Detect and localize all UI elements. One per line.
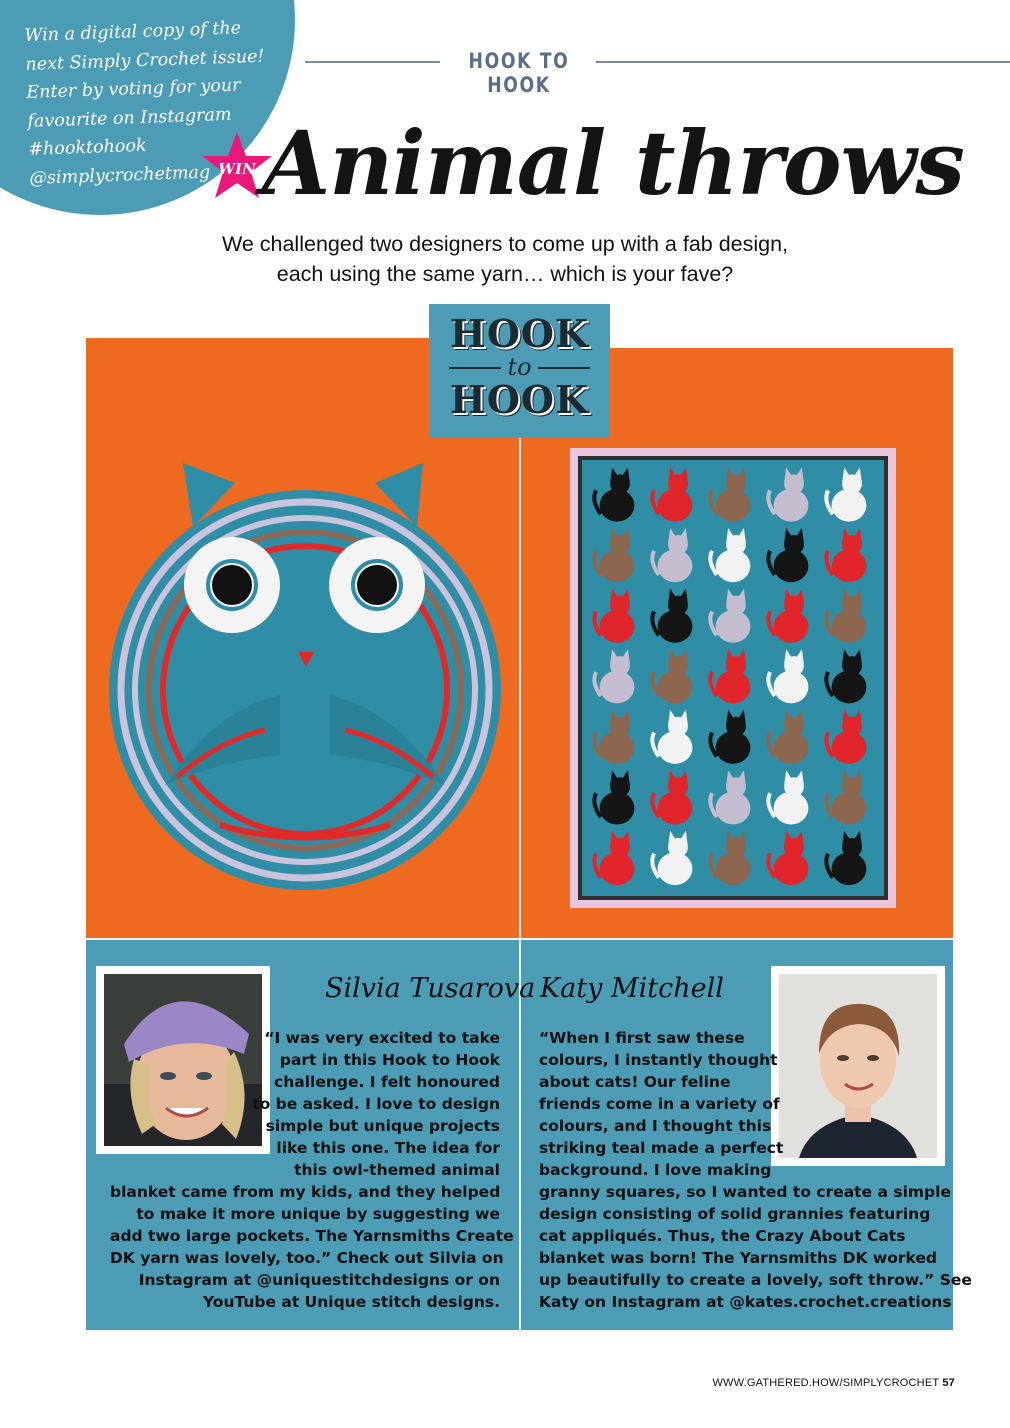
quote-line: colours, I instantly thought: [539, 1051, 778, 1069]
logo-bottom: HOOK: [449, 377, 590, 422]
quote-line: challenge. I felt honoured: [274, 1073, 500, 1091]
quote-line: add two large pockets. The Yarnsmiths Create: [110, 1227, 514, 1245]
cat-blanket-image: [570, 448, 896, 908]
win-label: WIN: [218, 160, 256, 178]
designer-name-katy: Katy Mitchell: [540, 973, 724, 1004]
competition-handle[interactable]: @simplycrochetmag: [29, 162, 211, 189]
page-number: 57: [942, 1377, 955, 1389]
katy-quote: [539, 1027, 972, 1313]
hook-to-hook-logo: [429, 304, 610, 438]
logo-middle: to: [429, 354, 610, 380]
quote-line: to be asked. I love to design: [252, 1095, 500, 1113]
competition-line: Win a digital copy of the: [24, 18, 242, 46]
quote-line: Katy on Instagram at @kates.crochet.creations: [539, 1293, 952, 1311]
quote-line: Instagram at @uniquestitchdesigns or on: [138, 1271, 500, 1289]
quote-line: up beautifully to create a lovely, soft throw.” See: [539, 1271, 972, 1289]
quote-line: “I was very excited to take: [264, 1029, 500, 1047]
quote-line: blanket came from my kids, and they helped: [110, 1183, 501, 1201]
quote-line: background. I love making: [539, 1161, 772, 1179]
quote-line: to make it more unique by suggesting we: [136, 1205, 500, 1223]
quote-line: about cats! Our feline: [539, 1073, 731, 1091]
standfirst-line: each using the same yarn… which is your fave?: [276, 262, 734, 286]
quote-line: colours, and I thought this: [539, 1117, 772, 1135]
page-title: Animal throws: [262, 111, 964, 215]
competition-line: Enter by voting for your: [26, 75, 241, 103]
quote-line: design consisting of solid grannies featuring: [539, 1205, 931, 1223]
standfirst-line: We challenged two designers to come up with a fab design,: [221, 232, 789, 256]
footer-url[interactable]: WWW.GATHERED.HOW/SIMPLYCROCHET: [712, 1377, 940, 1389]
quote-line: this owl-themed animal: [294, 1161, 500, 1179]
quote-line: DK yarn was lovely, too.” Check out Silvia on: [110, 1249, 504, 1267]
competition-hashtag[interactable]: #hooktohook: [28, 135, 147, 160]
logo-top: HOOK: [449, 311, 590, 356]
quote-line: like this one. The idea for: [276, 1139, 500, 1157]
quote-line: “When I first saw these: [539, 1029, 745, 1047]
standfirst: [140, 229, 870, 289]
quote-line: simple but unique projects: [265, 1117, 500, 1135]
quote-line: part in this Hook to Hook: [279, 1051, 500, 1069]
quote-line: cat appliqués. Thus, the Crazy About Cats: [539, 1227, 906, 1245]
owl-blanket-image: [105, 455, 505, 895]
section-kicker: HOOK TO HOOK: [468, 49, 570, 97]
quote-line: friends come in a variety of: [539, 1095, 780, 1113]
designer-name-silvia: Silvia Tusarova: [325, 973, 536, 1004]
competition-line: next Simply Crochet issue!: [25, 46, 265, 75]
silvia-quote: [110, 1027, 514, 1313]
quote-line: blanket was born! The Yarnsmiths DK worked: [539, 1249, 937, 1267]
quote-line: YouTube at Unique stitch designs.: [203, 1293, 500, 1311]
page-footer: [600, 1377, 955, 1389]
competition-line: favourite on Instagram: [27, 104, 232, 132]
kicker-rule-right: [596, 61, 1010, 63]
kicker-rule-left: [305, 61, 440, 63]
quote-line: granny squares, so I wanted to create a simple: [539, 1183, 951, 1201]
quote-line: striking teal made a perfect: [539, 1139, 784, 1157]
